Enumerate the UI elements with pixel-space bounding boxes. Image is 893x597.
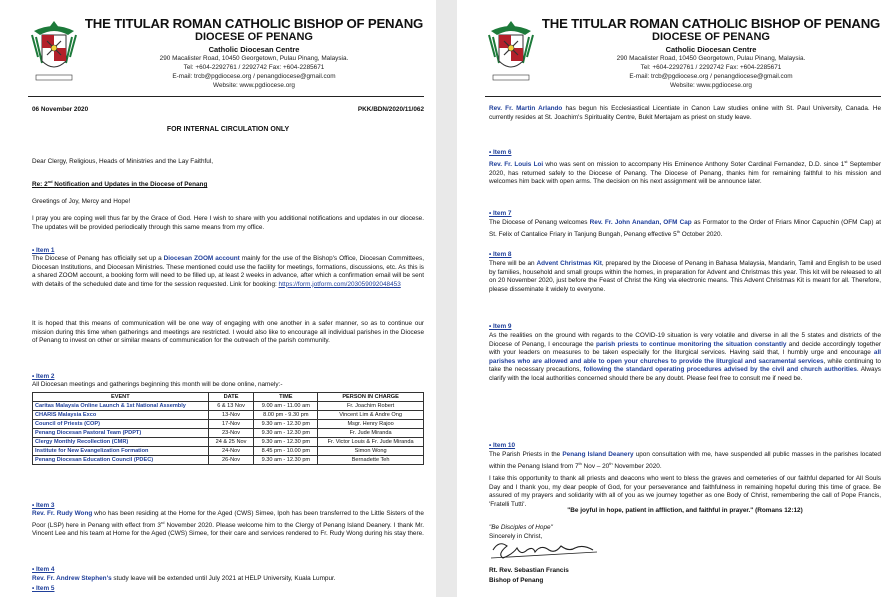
item-9-heading: • Item 9: [489, 323, 512, 330]
item-5-heading: • Item 5: [32, 585, 55, 592]
letterhead-subtitle: DIOCESE OF PENANG: [195, 31, 313, 43]
item-6-heading: • Item 6: [489, 149, 512, 156]
person-cell: Fr. Joachim Robert: [318, 402, 424, 411]
letterhead-website: Website: www.pgdiocese.org: [213, 82, 295, 89]
item-9-text: As the realities on the ground with regards to the COVID-19 situation is very volatile and diverse in all the 5 states and districts of the Diocese of Penang, I encourage the parish priests to continue monitoring the situation constantly and decide accordingly together with your leaders on measures to be taken especially for the liturgical services. Having said that, I humbly urge and encourage all parishes who are allowed and able to open your churches to provide the liturgical and sacramental services, while continuing to take the necessary precautions, following the standard operating procedures advised by the civil and church authorities. Always clarify with the local authorities concerned should there be any doubt. Please feel free to consult me if need be.: [489, 332, 881, 382]
person-cell: Vincent Lim & Andre Ong: [318, 411, 424, 420]
signer-name: Rt. Rev. Sebastian Francis: [489, 567, 569, 574]
column-header: PERSON IN CHARGE: [318, 393, 424, 402]
reference-number: PKK/BDN/2020/11/062: [357, 106, 424, 113]
item-4-heading: • Item 4: [32, 566, 55, 573]
time-cell: 9.30 am - 12.30 pm: [254, 438, 318, 447]
time-cell: 8.45 pm - 10.00 pm: [254, 447, 318, 456]
closing-paragraph: I take this opportunity to thank all priests and deacons who went to bless the graves and cemeteries of our faithful departed for All Souls Day and I thank you, my dear people of God, for your perseverance and faithfulness in remaining hopeful during this time of grace. Be assured of my prayers and solidarity with all of you as we journey together as one Body of Christ, remembering the call of Pope Francis, 'Fratelli Tutti'.: [489, 475, 881, 508]
letterhead-email: E-mail: trcb@pgdiocese.org / penangdiocese@gmail.com: [629, 73, 793, 80]
letterhead-website: Website: www.pgdiocese.org: [670, 82, 752, 89]
coat-of-arms-crest: [28, 14, 80, 90]
item-8-heading: • Item 8: [489, 251, 512, 258]
table-row: [33, 411, 424, 420]
item-1-paragraph-2: It is hoped that this means of communication will be one way of engaging with one another in a safer manner, so as to continue our mission during this time when gatherings and meetings are restricted. I would also like to encourage all individual parishes in the Diocese of Penang to invest on other or similar means of communication for the outreach of the parish community.: [32, 320, 424, 345]
table-row: [33, 429, 424, 438]
greeting: Greetings of Joy, Mercy and Hope!: [32, 198, 131, 205]
table-row: [33, 447, 424, 456]
letterhead-title: THE TITULAR ROMAN CATHOLIC BISHOP OF PENANG: [541, 16, 881, 31]
event-cell: CHARIS Malaysia Exco: [33, 411, 209, 420]
time-cell: 9.30 am - 12.30 pm: [254, 420, 318, 429]
date-cell: 13-Nov: [208, 411, 254, 420]
person-cell: Fr. Jude Miranda: [318, 429, 424, 438]
item-10-text: The Parish Priests in the Penang Island Deanery upon consultation with me, have suspended all public masses in the parishes located within the Penang Island from 7th Nov – 20th November 2020.: [489, 451, 881, 470]
letterhead-centre: Catholic Diocesan Centre: [208, 45, 300, 54]
header-divider: [28, 96, 424, 97]
item-6-text: Rev. Fr. Louis Loi who was sent on mission to accompany His Eminence Anthony Soter Cardinal Fernandez, D.D. since 1st September 2020, has returned safely to the Diocese of Penang. The Diocese of Penang, thanks him for remaining faithful to his mission and welcomes him back with open arms. The decision on his next assignment will be announce later.: [489, 159, 881, 186]
event-cell: Clergy Monthly Recollection (CMR): [33, 438, 209, 447]
time-cell: 9.30 am - 12.30 pm: [254, 456, 318, 465]
event-cell: Institute for New Evangelization Formation: [33, 447, 209, 456]
item-7-heading: • Item 7: [489, 210, 512, 217]
person-cell: Fr. Victor Louis & Fr. Jude Miranda: [318, 438, 424, 447]
handwritten-signature: [489, 534, 599, 562]
letterhead-email: E-mail: trcb@pgdiocese.org / penangdiocese@gmail.com: [172, 73, 336, 80]
item-5-text: Rev. Fr. Martin Arlando has begun his Ecclesiastical Licentiate in Canon Law studies online with St. Paul University, Canada. He currently resides at St. Joachim's Spirituality Centre, Bukit Mertajam as priest on study leave.: [489, 105, 881, 121]
letterhead-subtitle: DIOCESE OF PENANG: [652, 31, 770, 43]
time-cell: 9.00 am - 11.00 am: [254, 402, 318, 411]
column-header: DATE: [208, 393, 254, 402]
date-cell: 26-Nov: [208, 456, 254, 465]
event-cell: Penang Diocesan Education Council (PDEC): [33, 456, 209, 465]
letterhead-centre: Catholic Diocesan Centre: [665, 45, 757, 54]
letter-date: 06 November 2020: [32, 106, 89, 113]
column-header: EVENT: [33, 393, 209, 402]
column-header: TIME: [254, 393, 318, 402]
item-7-text: The Diocese of Penang welcomes Rev. Fr. John Anandan, OFM Cap as Formator to the Order of Friars Minor Capuchin (OFM Cap) at St. Felix of Cantalice Friary in Tanjung Bungah, Penang effective 5th October 2020.: [489, 219, 881, 238]
sincerely: Sincerely in Christ,: [489, 533, 543, 540]
table-row: [33, 456, 424, 465]
coat-of-arms-crest: [485, 14, 537, 90]
table-row: [33, 420, 424, 429]
item-8-text: There will be an Advent Christmas Kit, prepared by the Diocese of Penang in Bahasa Malaysia, Mandarin, Tamil and English to be used by families, household and small groups within the homes, in preparation for Advent and Christmas this year. This kit will be released to all on 20 November 2020, just before the Feast of Christ the King via electronic means. This Advent Christmas Kit is meant for all. Therefore, please disseminate it widely to everyone.: [489, 260, 882, 293]
letterhead-phone: Tel: +604-2292761 / 2292742 Fax: +604-2285671: [640, 64, 782, 71]
header-divider: [485, 96, 881, 97]
time-cell: 9.30 am - 12.30 pm: [254, 429, 318, 438]
time-cell: 8.00 pm - 9.30 pm: [254, 411, 318, 420]
table-row: [33, 402, 424, 411]
page-gap: [436, 0, 457, 597]
motto: "Be Disciples of Hope": [489, 524, 553, 531]
meetings-table: [32, 392, 424, 465]
table-header-row: [33, 393, 424, 402]
item-2-heading: • Item 2: [32, 373, 55, 380]
salutation: Dear Clergy, Religious, Heads of Ministries and the Lay Faithful,: [32, 158, 214, 165]
scripture-quote: "Be joyful in hope, patient in affliction, and faithful in prayer." (Romans 12:12): [567, 507, 803, 514]
date-cell: 24-Nov: [208, 447, 254, 456]
item-1-heading: • Item 1: [32, 247, 55, 254]
item-4-text: Rev. Fr. Andrew Stephen's study leave will be extended until July 2021 at HELP University, Kuala Lumpur.: [32, 575, 336, 582]
event-cell: Penang Diocesan Pastoral Team (PDPT): [33, 429, 209, 438]
circulation-notice: FOR INTERNAL CIRCULATION ONLY: [166, 126, 290, 133]
booking-form-link[interactable]: https://form.jotform.com/203059092048453: [278, 280, 401, 288]
date-cell: 17-Nov: [208, 420, 254, 429]
item-2-intro: All Diocesan meetings and gatherings beginning this month will be done online, namely:-: [32, 381, 283, 388]
signer-title: Bishop of Penang: [489, 577, 544, 584]
event-cell: Caritas Malaysia Online Launch & 1st National Assembly: [33, 402, 209, 411]
date-cell: 6 & 13 Nov: [208, 402, 254, 411]
letterhead-address: 290 Macalister Road, 10450 Georgetown, Pulau Pinang, Malaysia.: [616, 55, 806, 62]
letterhead-title: THE TITULAR ROMAN CATHOLIC BISHOP OF PENANG: [84, 16, 424, 31]
intro-paragraph: I pray you are coping well thus far by the Grace of God. Here I wish to share with you additional notifications and updates in our diocese. The updates will be provided periodically through this same means from my office.: [32, 215, 424, 231]
subject-line: Re: 2nd Notification and Updates in the Diocese of Penang: [32, 179, 208, 189]
event-cell: Council of Priests (COP): [33, 420, 209, 429]
letterhead-address: 290 Macalister Road, 10450 Georgetown, Pulau Pinang, Malaysia.: [159, 55, 349, 62]
item-3-heading: • Item 3: [32, 502, 55, 509]
date-cell: 23-Nov: [208, 429, 254, 438]
date-cell: 24 & 25 Nov: [208, 438, 254, 447]
person-cell: Simon Wong: [318, 447, 424, 456]
table-row: [33, 438, 424, 447]
item-3-text: Rev. Fr. Rudy Wong who has been residing at the Home for the Aged (CWS) Simee, Ipoh has been transferred to the Little Sisters of the Poor (LSP) here in Penang with effect from 3rd November 2020. Please welcome him to the Clergy of Penang Island Deanery. I thank Mr. Vincent Lee and his team at Home for the Aged (CWS) Simee, for their care and services rendered to Fr. Rudy Wong during his stay there.: [32, 510, 424, 538]
letter-page-2: [457, 0, 893, 597]
item-1-text: The Diocese of Penang has officially set up a Diocesan ZOOM account mainly for the use of the Bishop's Office, Diocesan Committees, Diocesan Institutions, and Diocesan Ministries. These mentioned could use the facility for meetings, formations, discussions, etc. As this is a shared ZOOM account, a booking form will need to be filled up, at least 2 weeks in advance, after which a confirmation email will be sent with details of the scheduled date and time for the session requested. Link for booking: https://form.jotform.com/203059092048453: [32, 255, 424, 288]
person-cell: Msgr. Henry Rajoo: [318, 420, 424, 429]
person-cell: Bernadette Teh: [318, 456, 424, 465]
letterhead-phone: Tel: +604-2292761 / 2292742 Fax: +604-2285671: [183, 64, 325, 71]
letter-page-1: [0, 0, 436, 597]
item-10-heading: • Item 10: [489, 442, 516, 449]
